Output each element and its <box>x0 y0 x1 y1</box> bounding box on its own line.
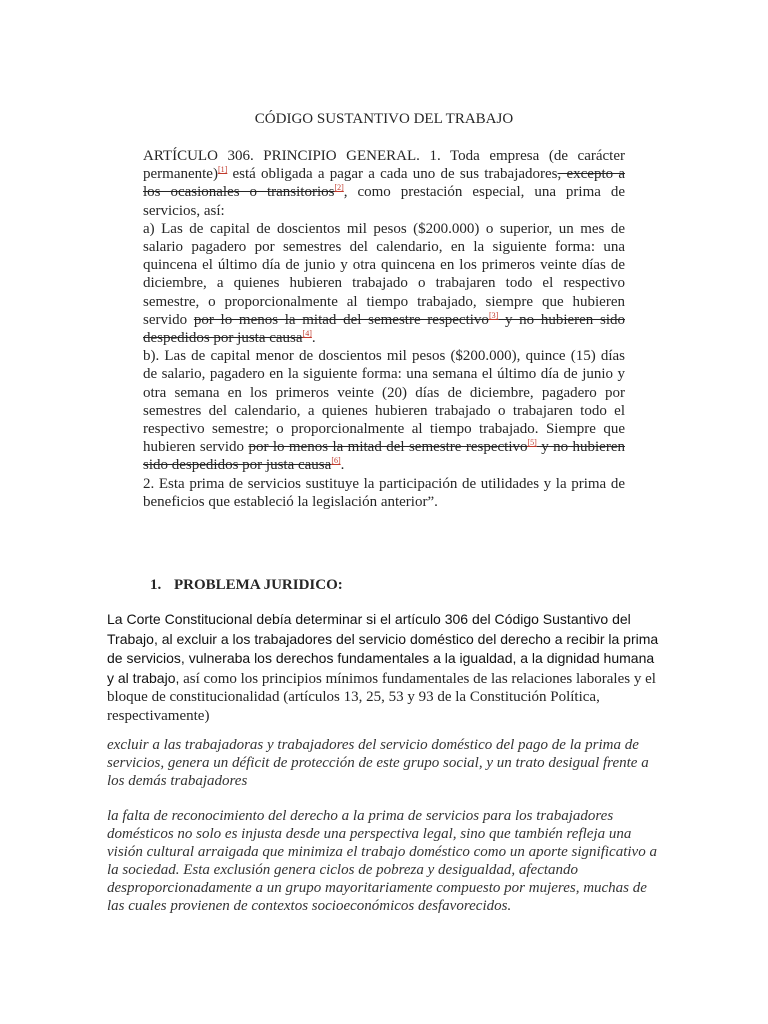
footnote-link-1[interactable]: [1] <box>217 165 228 175</box>
italic-quote-1: excluir a las trabajadoras y trabajadores del servicio doméstico del pago de la prima de servicios, genera un déficit de protección de este grupo social, y un trato desigual frente a los demás trabajadores <box>107 737 649 789</box>
footnote-link-4[interactable]: [4] <box>302 329 312 339</box>
struck-text: por lo menos la mitad del semestre respectivo <box>193 311 489 328</box>
footnote-link-2[interactable]: [2] <box>334 183 344 193</box>
article-paragraph-a <box>143 220 625 347</box>
problem-statement-sans: La Corte Constitucional debía determinar si el artículo 306 del Código Sustantivo del Trabajo, al excluir a los trabajadores del servicio doméstico del derecho a recibir la prima de servicios, vulneraba los derechos fundamentales a la igualdad, a la dignidad humana y al trabajo, <box>107 611 659 686</box>
article-text: está obligada a pagar a cada uno de sus trabajadores <box>227 166 558 183</box>
document-title: CÓDIGO SUSTANTIVO DEL TRABAJO <box>254 111 514 127</box>
struck-text: , excepto a los ocasionales o transitorios <box>143 166 625 201</box>
struck-text: por lo menos la mitad del semestre respectivo <box>248 439 528 456</box>
article-text: a) Las de capital de doscientos mil pesos ($200.000) o superior, un mes de salario pagadero por semestres del calendario, en la siguiente forma: una quincena el último día de junio y otra quincena en los primeros veinte días de diciembre, a quienes hubieren trabajado o trabajaren todo el respectivo semestre, o proporcionalmente al tiempo trabajado, siempre que hubieren servido <box>143 220 625 328</box>
article-text: b). Las de capital menor de doscientos mil pesos ($200.000), quince (15) días de salario, pagadero en la siguiente forma: una semana el último día de junio y otra semana en los primeros veinte (20) días de diciembre, pagadero por semestres del calendario, a quienes hubieren trabajado o trabajaren todo el respectivo semestre; o proporcionalmente al tiempo trabajado. Siempre que hubieren servido <box>143 348 625 456</box>
section-heading <box>150 576 343 594</box>
article-text: . <box>311 330 316 347</box>
section-title: PROBLEMA JURIDICO: <box>174 577 343 593</box>
article-306 <box>143 147 625 511</box>
footnote-link-6[interactable]: [6] <box>331 456 341 466</box>
problem-statement <box>107 610 663 725</box>
article-text: ARTÍCULO 306. PRINCIPIO GENERAL. 1. Toda empresa (de carácter permanente) <box>143 148 625 183</box>
struck-text: y no hubieren sido despedidos por justa causa <box>143 439 625 474</box>
problem-statement-serif: así como los principios mínimos fundamentales de las relaciones laborales y el bloque de constitucionalidad (artículos 13, 25, 53 y 93 de la Constitución Política, respectivamente) <box>107 670 656 724</box>
article-paragraph-2: 2. Esta prima de servicios sustituye la participación de utilidades y la prima de beneficios que estableció la legislación anterior”. <box>143 475 625 510</box>
article-paragraph-1 <box>143 147 625 220</box>
article-paragraph-b <box>143 347 625 474</box>
article-text: , como prestación especial, una prima de servicios, así: <box>143 184 626 219</box>
struck-text: y no hubieren sido despedidos por justa causa <box>143 311 625 347</box>
article-text: . <box>340 457 345 474</box>
footnote-link-5[interactable]: [5] <box>527 438 537 448</box>
footnote-link-3[interactable]: [3] <box>488 310 499 320</box>
section-number: 1. <box>150 577 162 593</box>
italic-quote-2: la falta de reconocimiento del derecho a la prima de servicios para los trabajadores domésticos no solo es injusta desde una perspectiva legal, sino que también refleja una visión cultural arraigada que minimiza el trabajo doméstico como un aporte significativo a la sociedad. Esta exclusión genera ciclos de pobreza y desigualdad, afectando desproporcionadamente a un grupo mayoritariamente compuesto por mujeres, muchas de las cuales provienen de contextos socioeconómicos desfavorecidos. <box>107 808 657 914</box>
